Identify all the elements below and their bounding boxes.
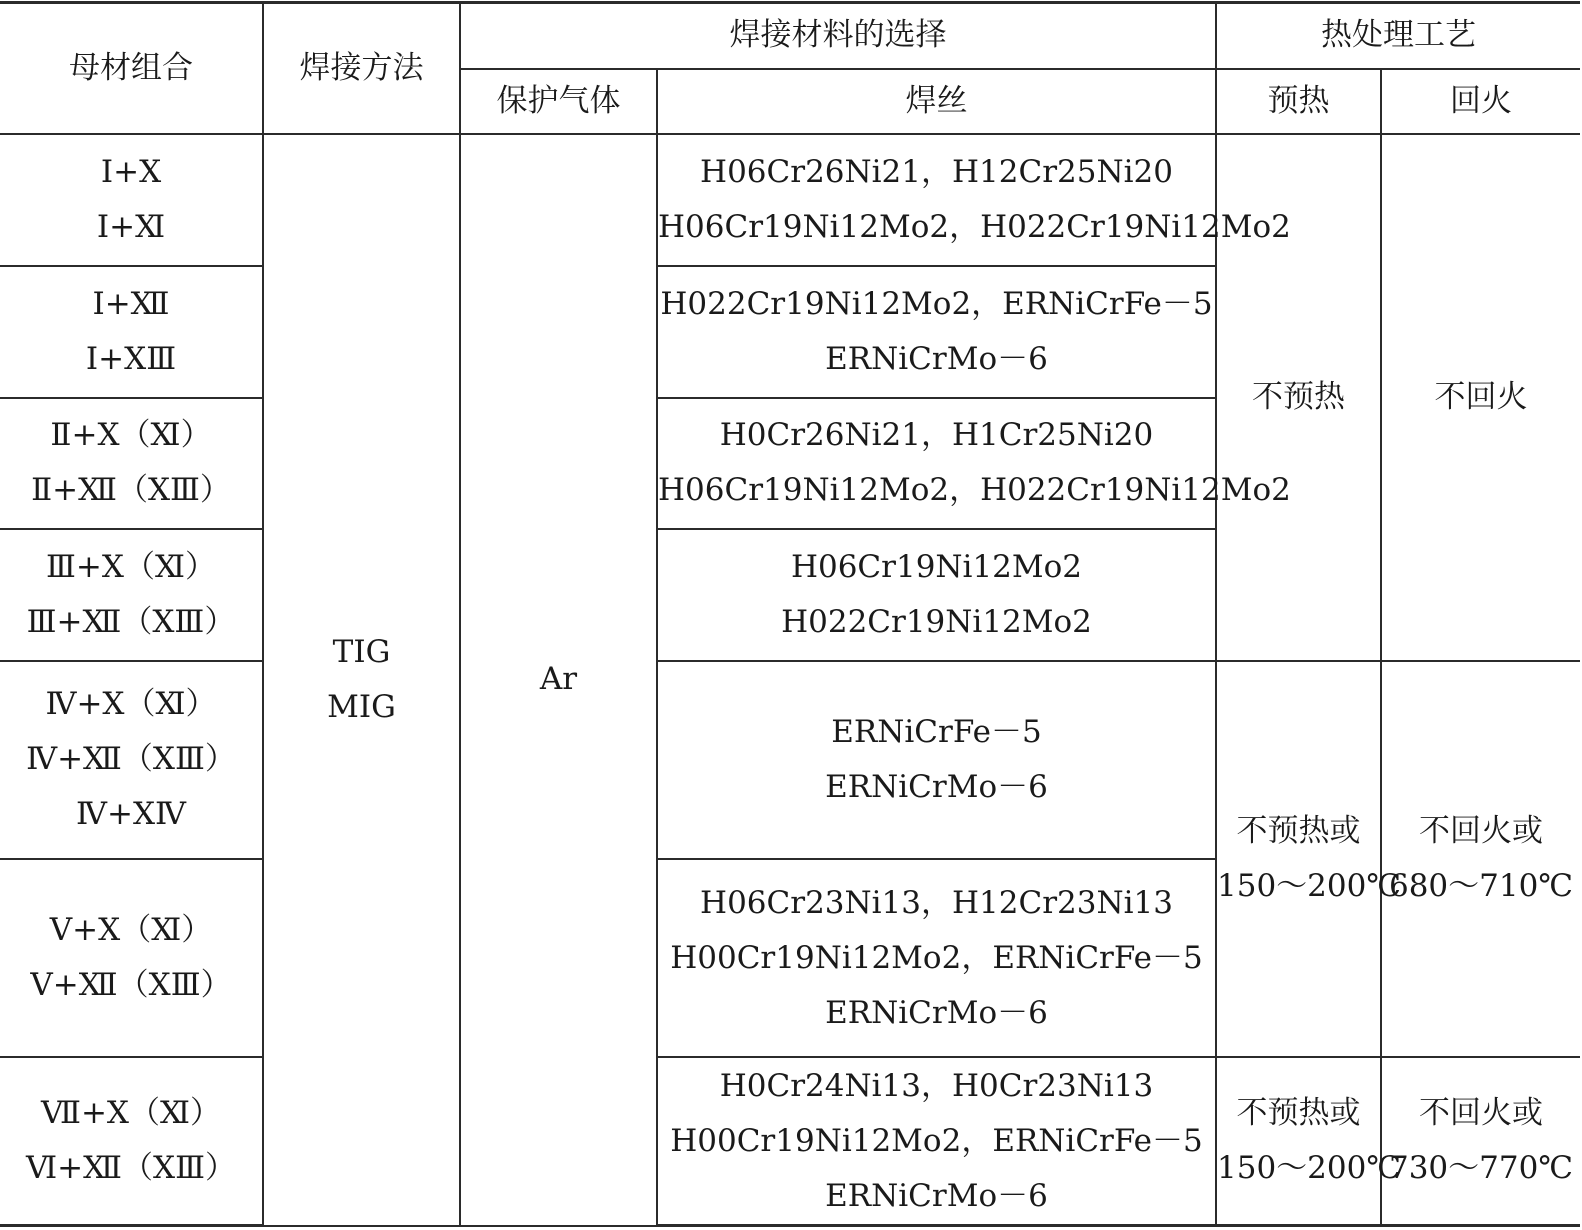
tempering-cell: [1381, 1057, 1580, 1225]
base-material-cell: [0, 1057, 263, 1225]
tempering-cell: [1381, 661, 1580, 1057]
filler-wire-line: ERNiCrMo－6: [825, 768, 1048, 805]
header-material-selection: 焊接材料的选择: [460, 3, 1216, 69]
header-welding-method: 焊接方法: [263, 3, 460, 135]
preheat-line: 不预热或: [1236, 1095, 1361, 1132]
base-material-line: Ⅵ+Ⅻ（ⅩⅢ）: [26, 1150, 236, 1187]
header-preheat: 预热: [1216, 69, 1381, 134]
header-tempering: 回火: [1381, 69, 1580, 134]
tempering-line: 680～710℃: [1388, 867, 1574, 904]
filler-wire-line: H06Cr19Ni12Mo2，H022Cr19Ni12Mo2: [658, 209, 1291, 246]
filler-wire-cell: [657, 398, 1291, 530]
filler-wire-cell: [657, 1057, 1216, 1225]
filler-wire-line: H0Cr24Ni13，H0Cr23Ni13: [719, 1067, 1154, 1104]
filler-wire-line: ERNiCrMo－6: [825, 1177, 1048, 1214]
base-material-line: Ⅱ+Ⅹ（Ⅺ）: [50, 417, 212, 454]
filler-wire-line: ERNiCrFe－5: [831, 713, 1042, 750]
base-material-line: Ⅴ+Ⅻ（ⅩⅢ）: [30, 967, 232, 1003]
welding-method-cell: [263, 134, 460, 1225]
preheat-line: 150～200℃: [1217, 1150, 1402, 1187]
filler-wire-line: H00Cr19Ni12Mo2，ERNiCrFe－5: [670, 939, 1203, 976]
welding-method-mig: MIG: [327, 688, 396, 725]
filler-wire-line: H06Cr26Ni21，H12Cr25Ni20: [700, 154, 1173, 191]
filler-wire-line: H00Cr19Ni12Mo2，ERNiCrFe－5: [670, 1122, 1203, 1159]
header-heat-treatment: 热处理工艺: [1216, 3, 1580, 69]
base-material-line: Ⅰ+Ⅺ: [96, 209, 166, 246]
base-material-line: Ⅳ+Ⅹ（Ⅺ）: [45, 686, 217, 723]
header-filler-wire: 焊丝: [657, 69, 1216, 134]
base-material-line: Ⅰ+Ⅹ: [100, 154, 162, 191]
base-material-cell: [0, 134, 263, 266]
header-shielding-gas: 保护气体: [460, 69, 657, 134]
header-base-material: 母材组合: [0, 3, 263, 135]
filler-wire-line: H022Cr19Ni12Mo2，ERNiCrFe－5: [660, 285, 1213, 322]
shielding-gas-cell: Ar: [460, 134, 657, 1225]
filler-wire-cell: [657, 661, 1216, 859]
filler-wire-line: H022Cr19Ni12Mo2: [781, 604, 1092, 641]
filler-wire-line: H0Cr26Ni21，H1Cr25Ni20: [719, 417, 1154, 454]
base-material-line: Ⅳ+ⅩⅣ: [76, 796, 186, 833]
filler-wire-line: H06Cr23Ni13，H12Cr23Ni13: [700, 884, 1173, 921]
base-material-cell: [0, 859, 263, 1057]
filler-wire-cell: [657, 529, 1216, 661]
base-material-cell: [0, 661, 263, 859]
preheat-line: 不预热或: [1236, 812, 1361, 849]
filler-wire-cell: [657, 859, 1216, 1057]
filler-wire-line: H06Cr19Ni12Mo2: [790, 549, 1083, 586]
base-material-line: Ⅴ+Ⅹ（Ⅺ）: [49, 912, 213, 948]
base-material-line: Ⅲ+Ⅻ（ⅩⅢ）: [26, 604, 236, 641]
tempering-cell: [1381, 134, 1580, 661]
preheat-cell: [1216, 1057, 1402, 1225]
welding-table: [0, 1, 1580, 1227]
preheat-line: 不预热: [1252, 379, 1345, 416]
filler-wire-line: ERNiCrMo－6: [825, 994, 1048, 1031]
base-material-cell: [0, 398, 263, 530]
base-material-cell: [0, 529, 263, 661]
base-material-line: Ⅰ+Ⅻ: [92, 285, 170, 322]
base-material-cell: [0, 266, 263, 398]
filler-wire-line: ERNiCrMo－6: [825, 340, 1048, 377]
filler-wire-cell: [657, 134, 1291, 266]
base-material-line: Ⅶ+Ⅹ（Ⅺ）: [40, 1095, 222, 1132]
base-material-line: Ⅰ+ⅩⅢ: [85, 340, 177, 377]
tempering-line: 730～770℃: [1388, 1150, 1574, 1187]
welding-method-tig: TIG: [332, 633, 391, 670]
preheat-line: 150～200℃: [1217, 867, 1402, 904]
base-material-line: Ⅳ+Ⅻ（ⅩⅢ）: [26, 741, 236, 778]
tempering-line: 不回火: [1434, 379, 1528, 416]
base-material-line: Ⅲ+Ⅹ（Ⅺ）: [46, 549, 216, 586]
filler-wire-cell: [657, 266, 1216, 398]
preheat-cell: [1216, 661, 1402, 1057]
tempering-line: 不回火或: [1419, 1095, 1543, 1132]
tempering-line: 不回火或: [1419, 812, 1543, 849]
base-material-line: Ⅱ+Ⅻ（ⅩⅢ）: [31, 472, 231, 509]
filler-wire-line: H06Cr19Ni12Mo2，H022Cr19Ni12Mo2: [658, 472, 1291, 509]
